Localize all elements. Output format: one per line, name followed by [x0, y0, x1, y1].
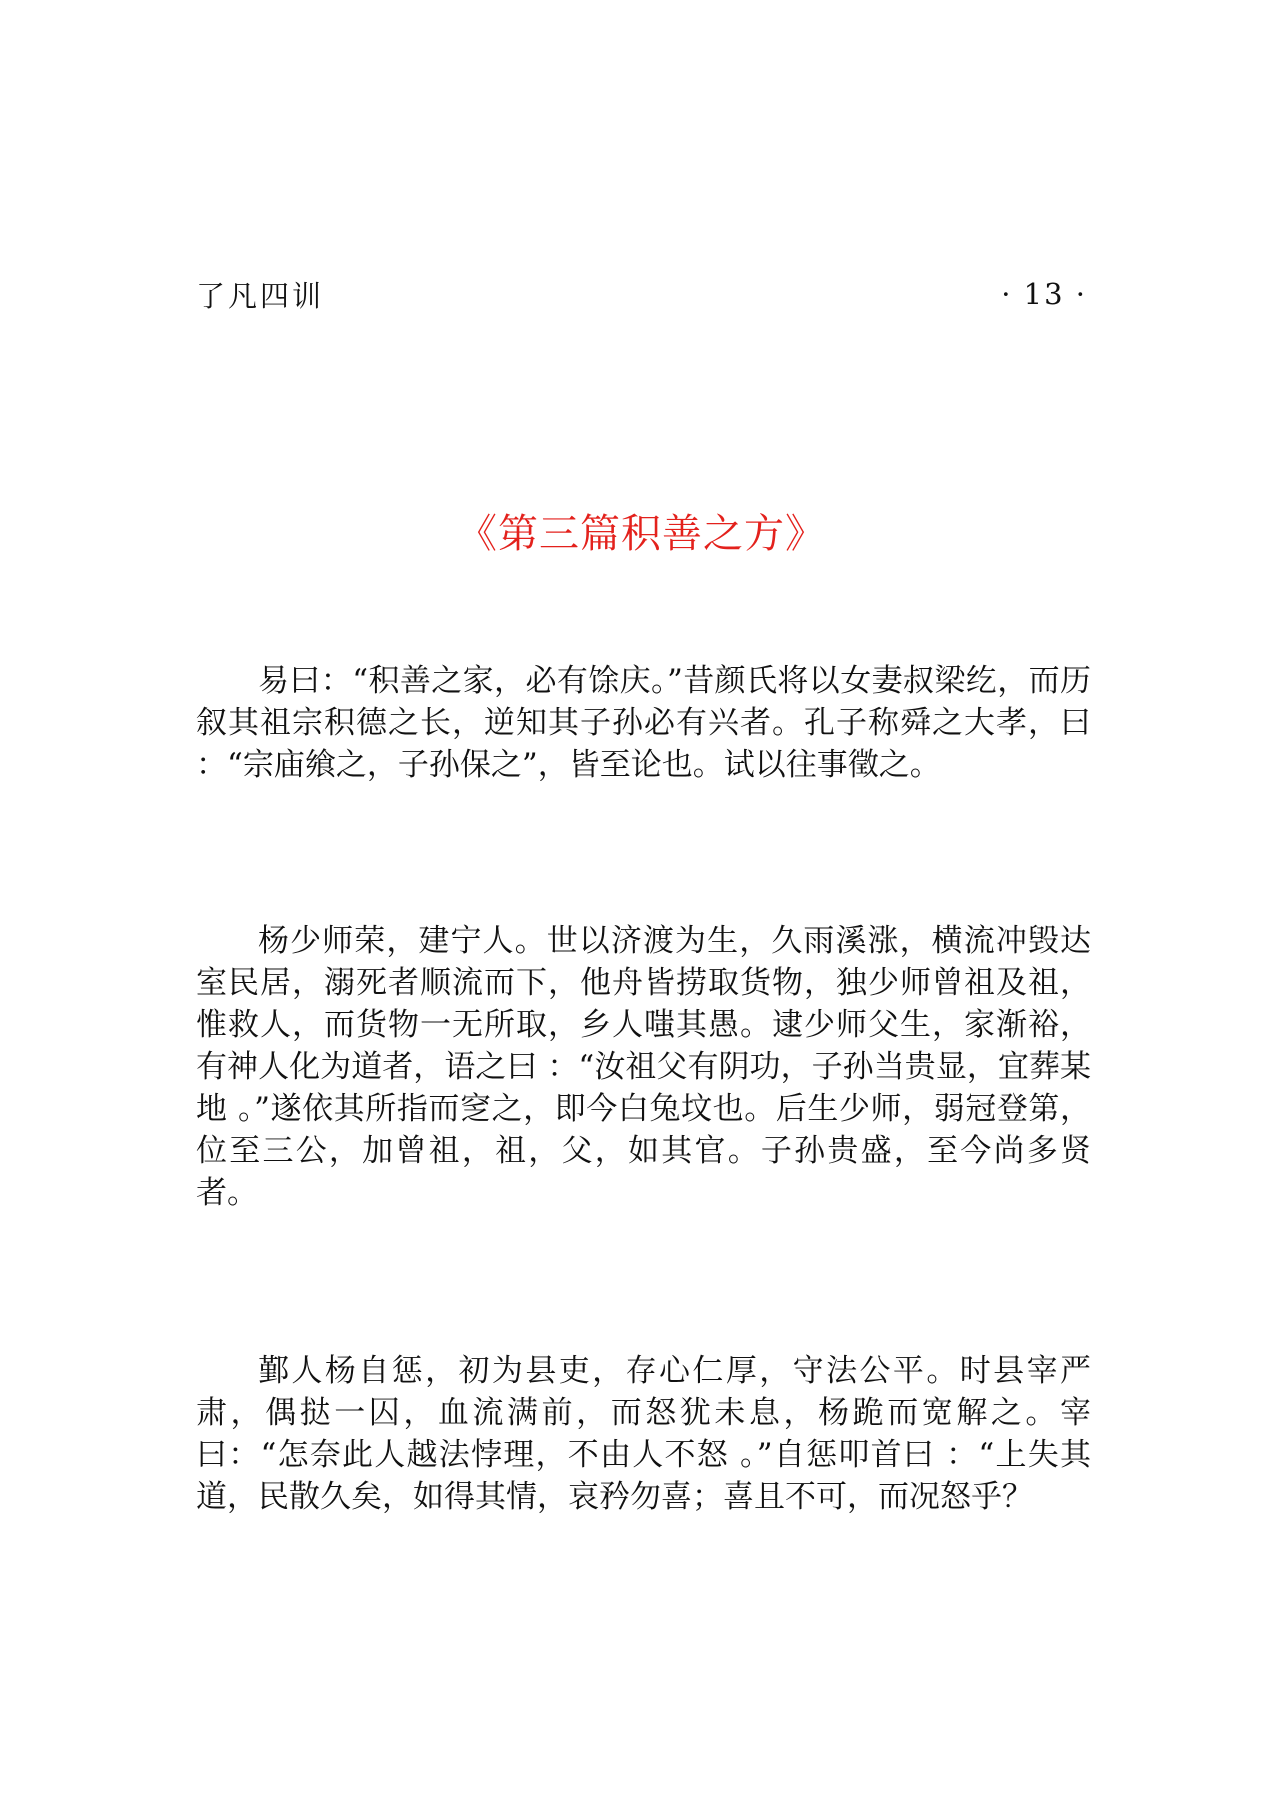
page-number: · 13 · [1001, 277, 1087, 311]
page-header [196, 274, 1087, 314]
chapter-title: 《第三篇积善之方》 [457, 511, 826, 557]
paragraph-intro: 易曰：“积善之家，必有馀庆。”昔颜氏将以女妻叔梁纥，而历叙其祖宗积德之长，逆知其子孙必有兴者。孔子称舜之大孝，曰 ：“宗庙飨之，子孙保之”，皆至论也。试以往事徵之。 [196, 663, 1091, 783]
paragraph-yang-rong: 杨少师荣，建宁人。世以济渡为生，久雨溪涨，横流冲毁达室民居，溺死者顺流而下，他舟皆捞取货物，独少师曾祖及祖，惟救人，而货物一无所取，乡人嗤其愚。逮少师父生，家渐裕，有神人化为道者，语之曰 ：“汝祖父有阴功，子孙当贵显，宜葬某地 。”遂依其所指而窆之，即今白兔坟也。后生少师，弱冠登第，位至三公，加曾祖，祖，父，如其官。子孙贵盛，至今尚多贤者。 [196, 923, 1091, 1211]
book-title: 了凡四训 [196, 278, 325, 313]
paragraph-yang-zicheng: 鄞人杨自惩，初为县吏，存心仁厚，守法公平。时县宰严肃，偶挞一囚，血流满前，而怒犹未息，杨跪而宽解之。宰曰：“怎奈此人越法悖理，不由人不怒 。”自惩叩首曰 ：“上失其道，民散久矣，如得其情，哀矜勿喜；喜且不可，而况怒乎？ [196, 1353, 1091, 1515]
